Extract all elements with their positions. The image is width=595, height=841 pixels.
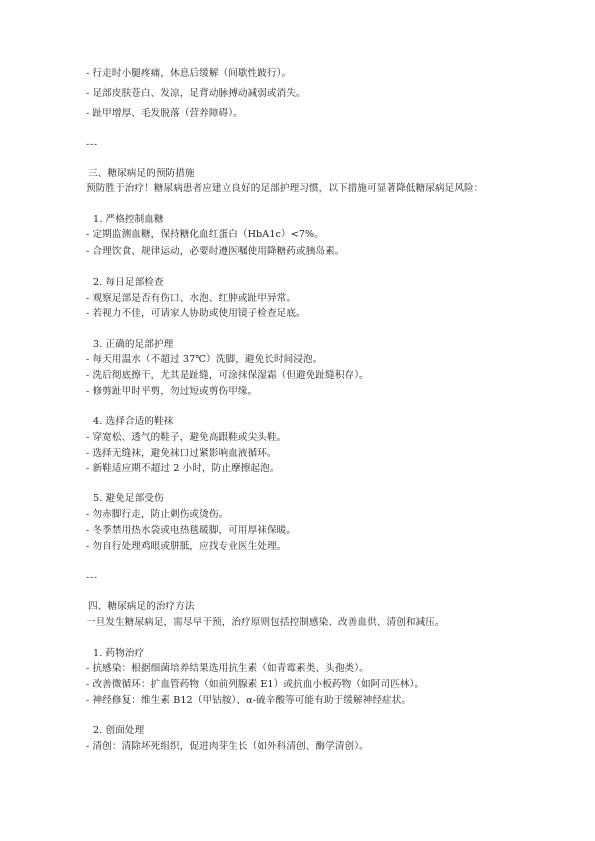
bullet-no-heating-pad: - 冬季禁用热水袋或电热毯暖脚，可用厚袜保暖。 — [86, 525, 297, 536]
subheading-avoid-injury: 5. 避免足部受伤 — [93, 493, 164, 504]
bullet-loose-shoes: - 穿宽松、透气的鞋子，避免高跟鞋或尖头鞋。 — [86, 432, 287, 443]
bullet-observe-foot: - 观察足部是否有伤口、水泡、红肿或趾甲异常。 — [86, 293, 297, 304]
section-heading-treatment: 四、糖尿病足的治疗方法 — [88, 601, 195, 612]
subheading-foot-care: 3. 正确的足部护理 — [93, 339, 174, 350]
subheading-daily-check: 2. 每日足部检查 — [93, 277, 164, 288]
bullet-new-shoes: - 新鞋适应期不超过 2 小时，防止摩擦起泡。 — [86, 463, 280, 474]
bullet-diet-exercise: - 合理饮食、规律运动，必要时遵医嘱使用降糖药或胰岛素。 — [86, 246, 345, 257]
bullet-seamless-socks: - 选择无缝袜，避免袜口过紧影响血液循环。 — [86, 448, 277, 459]
symptom-pale-skin: - 足部皮肤苍白、发凉，足背动脉搏动减弱或消失。 — [86, 88, 306, 99]
symptom-claudication: - 行走时小腿疼痛，休息后缓解（间歇性跛行）。 — [86, 68, 292, 79]
bullet-debridement: - 清创：清除坏死组织，促进肉芽生长（如外科清创、酶学清创）。 — [86, 741, 369, 752]
bullet-family-help: - 若视力不佳，可请家人协助或使用镜子检查足底。 — [86, 308, 306, 319]
bullet-trim-nails: - 修剪趾甲时平剪，勿过短或剪伤甲缘。 — [86, 386, 258, 397]
bullet-nerve-repair: - 神经修复：维生素 B12（甲钴胺）、α-硫辛酸等可能有助于缓解神经症状。 — [86, 695, 412, 706]
symptom-nail-thickening: - 趾甲增厚、毛发脱落（营养障碍）。 — [86, 108, 243, 119]
section-heading-prevention: 三、糖尿病足的预防措施 — [88, 168, 195, 179]
subheading-footwear: 4. 选择合适的鞋袜 — [93, 416, 174, 427]
separator: --- — [86, 139, 98, 150]
prevention-intro: 预防胜于治疗！糖尿病患者应建立良好的足部护理习惯，以下措施可显著降低糖尿病足风险： — [86, 183, 484, 194]
treatment-intro: 一旦发生糖尿病足，需尽早干预，治疗原则包括控制感染、改善血供、清创和减压。 — [86, 617, 445, 628]
subheading-blood-sugar: 1. 严格控制血糖 — [93, 214, 164, 225]
bullet-no-self-treatment: - 勿自行处理鸡眼或胼胝，应找专业医生处理。 — [86, 541, 287, 552]
bullet-no-barefoot: - 勿赤脚行走，防止刺伤或烫伤。 — [86, 509, 229, 520]
bullet-dry-feet: - 洗后彻底擦干，尤其是趾缝，可涂抹保湿霜（但避免趾缝积存）。 — [86, 370, 369, 381]
subheading-medication: 1. 药物治疗 — [93, 648, 145, 659]
subheading-wound-care: 2. 创面处理 — [93, 725, 145, 736]
separator: --- — [86, 572, 98, 583]
bullet-microcirculation: - 改善微循环：扩血管药物（如前列腺素 E1）或抗血小板药物（如阿司匹林）。 — [86, 679, 425, 690]
bullet-warm-water: - 每天用温水（不超过 37℃）洗脚，避免长时间浸泡。 — [86, 354, 323, 365]
bullet-monitor-glucose: - 定期监测血糖，保持糖化血红蛋白（HbA1c）<7%。 — [86, 229, 324, 240]
bullet-anti-infection: - 抗感染：根据细菌培养结果选用抗生素（如青霉素类、头孢类）。 — [86, 663, 369, 674]
